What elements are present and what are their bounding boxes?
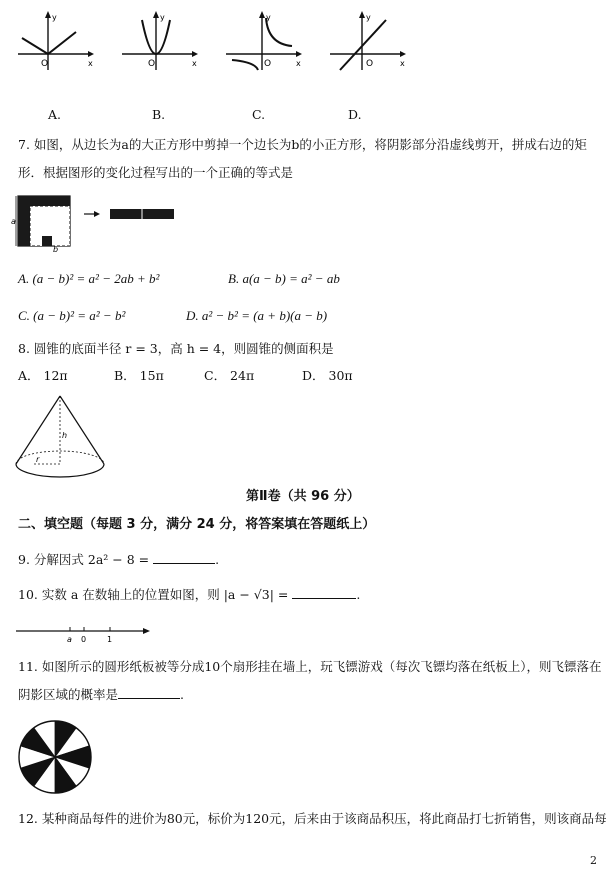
section-title: 二、填空题（每题 3 分，满分 24 分，将答案填在答题纸上） — [18, 517, 376, 532]
q8-stem: 8. 圆锥的底面半径 r = 3，高 h = 4，则圆锥的侧面积是 — [18, 341, 334, 356]
q11-stem-line1: 11. 如图所示的圆形纸板被等分成10个扇形挂在墙上，玩飞镖游戏（每次飞镖均落在纸板上），则飞镖落在 — [18, 659, 602, 674]
q6-option-c: C. — [252, 107, 266, 122]
q11-answer-blank[interactable] — [118, 686, 180, 699]
axis-x-label: x — [400, 59, 405, 68]
q7-label-a: a — [11, 217, 16, 226]
q7-stem-line1: 7. 如图，从边长为a的大正方形中剪掉一个边长为b的小正方形，将阴影部分沿虚线剪开，拼成右边的矩 — [18, 137, 587, 152]
q7-option-c: C. (a − b)² = a² − b² — [18, 308, 126, 323]
q6-graph-a — [14, 8, 98, 74]
q10-end: . — [356, 587, 361, 602]
q6-graph-c — [222, 8, 306, 74]
q8-cone-figure — [12, 392, 108, 484]
axis-y-label: y — [366, 13, 371, 22]
axis-y-label: y — [160, 13, 165, 22]
q8-option-b: B． 15π — [114, 368, 164, 383]
numberline-label-1: 1 — [107, 635, 113, 644]
q6-option-b: B. — [152, 107, 166, 122]
axis-y-label: y — [52, 13, 57, 22]
q7-stem-line2: 形．根据图形的变化过程写出的一个正确的等式是 — [18, 165, 294, 180]
q6-graph-d — [326, 8, 410, 74]
q6-option-d: D. — [348, 107, 362, 122]
q7-figure — [11, 192, 182, 254]
q10-stem: 10. 实数 a 在数轴上的位置如图，则 |a − √3| = — [18, 587, 289, 602]
q6-option-a: A. — [48, 107, 62, 122]
q6-graph-b — [118, 8, 202, 74]
q11-stem-line2: 阴影区域的概率是 — [18, 687, 119, 702]
numberline-label-0: 0 — [81, 635, 87, 644]
axis-x-label: x — [296, 59, 301, 68]
part2-title: 第Ⅱ卷（共 96 分） — [246, 489, 360, 504]
q10-answer-blank[interactable] — [292, 586, 356, 599]
axis-x-label: x — [88, 59, 93, 68]
q8-label-h: h — [62, 431, 68, 440]
q10-line — [18, 586, 360, 604]
q12-stem: 12. 某种商品每件的进价为80元，标价为120元，后来由于该商品积压，将此商品打七折销售，则该商品每 — [18, 811, 607, 826]
origin-label: O — [366, 59, 374, 69]
q8-option-d: D． 30π — [302, 368, 353, 383]
axis-y-label: y — [266, 13, 271, 22]
axis-x-label: x — [192, 59, 197, 68]
origin-label: O — [41, 59, 49, 69]
q9-end: . — [215, 552, 220, 567]
q7-option-b: B. a(a − b) = a² − ab — [228, 271, 340, 286]
q11-end: . — [180, 687, 184, 702]
origin-label: O — [264, 59, 272, 69]
numberline-label-a: a — [67, 635, 72, 644]
q8-label-r: r — [36, 455, 40, 464]
origin-label: O — [148, 59, 156, 69]
q7-option-d: D. a² − b² = (a + b)(a − b) — [186, 308, 328, 323]
page-number: 2 — [590, 854, 597, 867]
q11-dartboard — [16, 718, 94, 796]
q8-option-a: A． 12π — [18, 368, 68, 383]
q8-option-c: C． 24π — [204, 368, 255, 383]
q9-stem: 9. 分解因式 2a² − 8 = — [18, 552, 150, 567]
q10-number-line — [14, 620, 154, 646]
q7-option-a: A. (a − b)² = a² − 2ab + b² — [18, 271, 160, 286]
q9-line — [18, 551, 219, 569]
q11-line2 — [18, 686, 184, 704]
q7-label-b: b — [53, 245, 59, 254]
q9-answer-blank[interactable] — [153, 551, 215, 564]
